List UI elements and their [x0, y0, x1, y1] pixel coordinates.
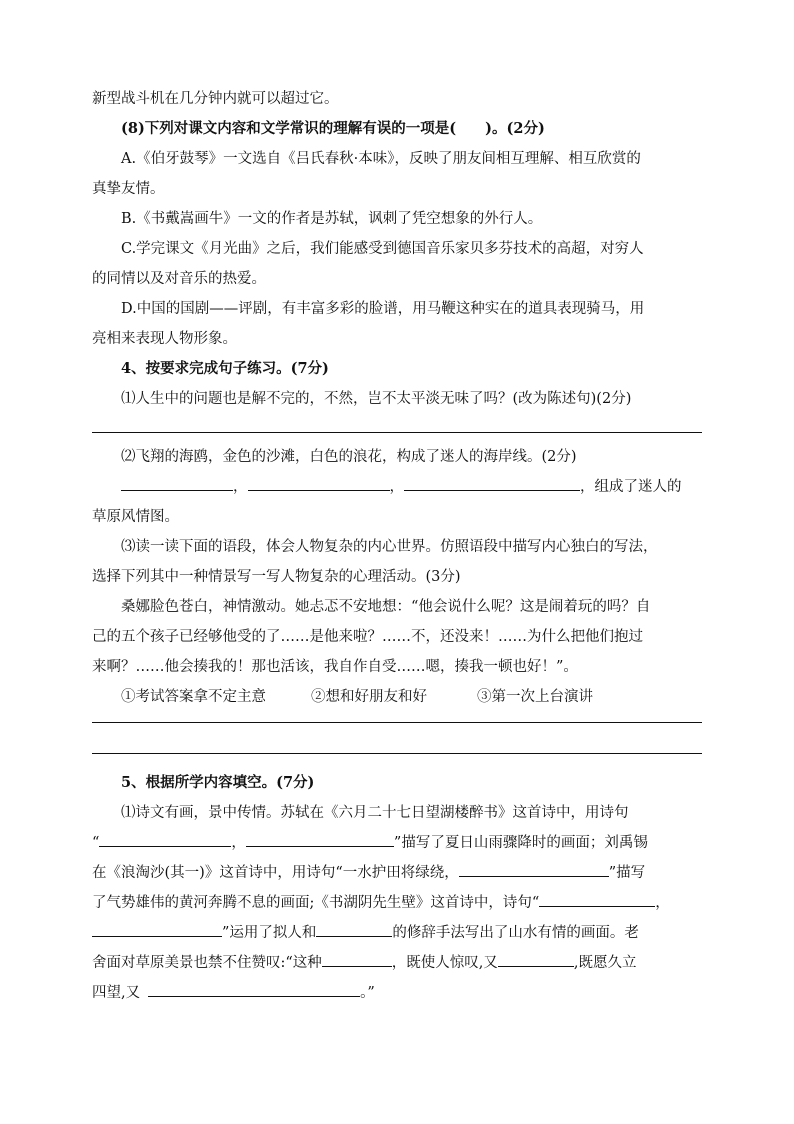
fill-blank[interactable] [316, 922, 392, 937]
option-d-line1: D.中国的国剧——评剧，有丰富多彩的脸谱，用马鞭这种实在的道具表现骑马，用 [121, 301, 645, 317]
fill-line-4: 了气势雄伟的黄河奔腾不息的画面;《书湖阴先生壁》这首诗中，诗句“ ， [92, 890, 702, 916]
section-5-heading: 5、根据所学内容填空。(7分) [121, 774, 315, 791]
fill-line-7: 四望,又 。” [92, 980, 702, 1006]
option-d-line2: 亮相来表现人物形象。 [92, 331, 237, 347]
fill-blank[interactable] [248, 476, 390, 491]
option-a-line2: 真挚友情。 [92, 181, 165, 197]
option-a-line1: A.《伯牙鼓琴》一文选自《吕氏春秋·本味》，反映了朋友间相互理解、相互欣赏的 [121, 151, 641, 167]
fill-blank[interactable] [322, 952, 392, 967]
fill-line-5: ”运用了拟人和 的修辞手法写出了山水有情的画面。老 [92, 920, 702, 946]
fill-line-6: 舍面对草原美景也禁不住赞叹:“这种 ，既使人惊叹,又 ,既愿久立 [92, 950, 702, 976]
option-c-line2: 的同情以及对音乐的热爱。 [92, 271, 266, 287]
fill-line-2: “ ， ”描写了夏日山雨骤降时的画面；刘禹锡 [92, 830, 702, 856]
sentence-2-fill: ， ， ，组成了迷人的 [92, 474, 702, 500]
sentence-1-prompt: ⑴人生中的问题也是解不完的，不然，岂不太平淡无味了吗？(改为陈述句)(2分) [121, 391, 632, 407]
option-b: B.《书戴嵩画牛》一文的作者是苏轼，讽刺了凭空想象的外行人。 [121, 211, 543, 227]
question-8: (8)下列对课文内容和文学常识的理解有误的一项是( )。(2分) [121, 120, 545, 137]
sentence-3-prompt-line1: ⑶读一读下面的语段，体会人物复杂的内心世界。仿照语段中描写内心独白的写法， [121, 539, 658, 555]
sentence-2-end: 草原风情图。 [92, 509, 179, 525]
passage-line3: 来啊？……他会揍我的！那也活该，我自作自受……嗯，揍我一顿也好！”。 [92, 659, 578, 675]
fill-blank[interactable] [99, 832, 231, 847]
fill-blank[interactable] [498, 952, 574, 967]
fill-blank[interactable] [459, 862, 609, 877]
section-4-heading: 4、按要求完成句子练习。(7分) [121, 360, 329, 377]
fill-blank[interactable] [246, 832, 394, 847]
fill-prompt-1: ⑴诗文有画，景中传情。苏轼在《六月二十七日望湖楼醉书》这首诗中，用诗句 [121, 805, 629, 821]
scenario-option-3: ③第一次上台演讲 [477, 689, 593, 705]
option-c-line1: C.学完课文《月光曲》之后，我们能感受到德国音乐家贝多芬技术的高超，对穷人 [121, 241, 644, 257]
fill-blank[interactable] [92, 922, 222, 937]
passage-line2: 己的五个孩子已经够他受的了……是他来啦？……不，还没来！……为什么把他们抱过 [92, 629, 643, 645]
sentence-3-prompt-line2: 选择下列其中一种情景写一写人物复杂的心理活动。(3分) [92, 569, 461, 585]
scenario-option-1: ①考试答案拿不定主意 [121, 689, 266, 705]
scenario-option-2: ②想和好朋友和好 [311, 689, 427, 705]
scenario-options [92, 684, 702, 710]
fill-blank[interactable] [148, 982, 360, 997]
passage-line1: 桑娜脸色苍白，神情激动。她忐忑不安地想：“他会说什么呢？这是闹着玩的吗？自 [121, 599, 651, 615]
page-content [92, 86, 702, 1006]
fill-blank[interactable] [121, 476, 233, 491]
fill-blank[interactable] [404, 476, 580, 491]
text-line: 新型战斗机在几分钟内就可以超过它。 [92, 91, 339, 107]
fill-blank[interactable] [539, 892, 655, 907]
fill-line-3: 在《浪淘沙(其一)》这首诗中，用诗句“一水护田将绿绕， ”描写 [92, 860, 702, 886]
sentence-2-prompt: ⑵飞翔的海鸥，金色的沙滩，白色的浪花，构成了迷人的海岸线。(2分) [121, 449, 577, 465]
